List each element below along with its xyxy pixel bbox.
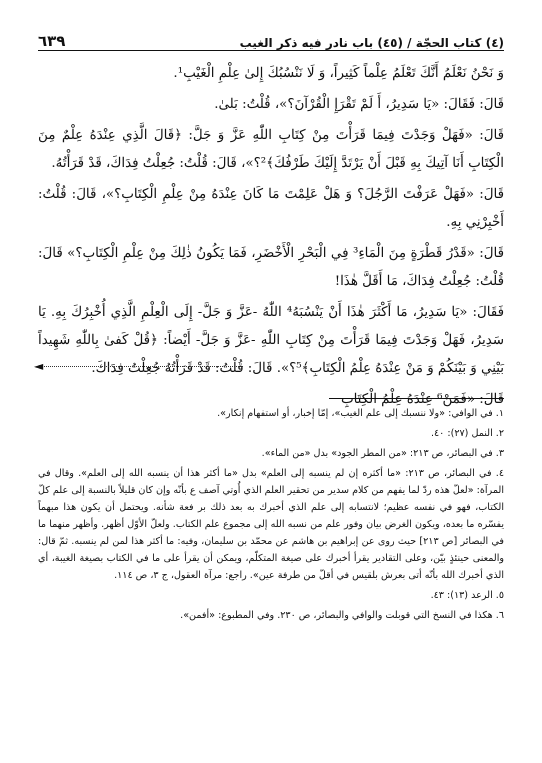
main-text [38, 60, 504, 417]
paragraph: وَ نَحْنُ نَعْلَمُ أَنَّكَ تَعْلَمُ عِلْماً كَثِيراً، وَ لَا نَنْسُبُكَ إِلىٰ عِلْمِ الْغَيْبِ¹. [173, 66, 504, 81]
footnote: ٤. في البصائر، ص ٢١٣: «ما أكثره إن لم ينسبه إلى العلم» بدل «ما أكثر هذا أن ينسبه الله إلى العلم». وقال في المرآة: «لعلّ هذه ردّ لما يفهم من كلام سدير من تحقير العلم الذي أُوتي آصف ع بأنّه وإن كان قليلاً بالنسبة إلى علم كلّ الكتاب، فهو في نفسه عظيم؛ لانتسابه إلى علم الذي أخبرك به بعد ذلك بر فعة شأنه. ويحتمل أن يكون هذا مبهماً يفسّره ما بعده، ويكون الغرض بيان وفور علم من نسبه الله إلى مجموع علم الكتاب. ولعلّ الأوّل أظهر. وأظهر منهما ما في البصائر [ص ٢١٣] حيث روى عن إبراهيم بن هاشم عن محمّد بن سليمان، وفيه: ما أكثر هذا لمن لم ينسبه. ثمّ قال: والمعنى حينئذٍ بيّن، وعلى التقادير يقرأ أخبرك على صيغة المتكلّم، ويمكن أن يقرأ على ما في الكتاب بصيغة الغيبة، أي الذي أخبرك الله بأنّه أتى بعرش بلقيس في أقلّ من طرفة عين». راجع: مرآة العقول، ج ٣، ص ١١٤. [38, 468, 504, 581]
footnote: ٢. النمل (٢٧): ٤٠. [430, 428, 504, 439]
footnote: ٣. في البصائر، ص ٢١٣: «من المطر الجود» بدل «من الماء». [261, 448, 504, 459]
paragraph: قَالَ: «فَهَلْ وَجَدْتَ فِيمَا قَرَأْتَ مِنْ كِتَابِ اللّٰهِ عَزَّ وَ جَلَّ: ﴿قَالَ الَّذِي عِنْدَهُ عِلْمٌ مِنَ الْكِتَابِ أَنَا آتِيكَ بِهِ قَبْلَ أَنْ يَرْتَدَّ إِلَيْكَ طَرْفُكَ﴾²؟»، قَالَ: قُلْتُ: جُعِلْتُ فِدَاكَ، قَدْ قَرَأْتُهُ. [38, 128, 504, 171]
page-number: ٦٣٩ [38, 32, 66, 50]
footnotes [38, 405, 504, 627]
paragraph: قَالَ: «قَدْرُ قَطْرَةٍ مِنَ الْمَاءِ³ فِي الْبَحْرِ الْأَخْضَرِ، فَمَا يَكُونُ ذٰلِكَ مِنْ عِلْمِ الْكِتَابِ؟» قَالَ: قُلْتُ: جُعِلْتُ فِدَاكَ، مَا أَقَلَّ هٰذَا! [38, 246, 504, 289]
footnote-rule [329, 398, 504, 399]
running-head: (٤) كتاب الحجّة / (٤٥) باب نادر فيه ذكر الغيب [239, 36, 504, 50]
paragraph: قَالَ: «فَهَلْ عَرَفْتَ الرَّجُلَ؟ وَ هَلْ عَلِمْتَ مَا كَانَ عِنْدَهُ مِنْ عِلْمِ الْكِتَابِ؟»، قَالَ: قُلْتُ: أَخْبِرْنِي بِهِ. [38, 187, 504, 230]
footnote: ١. في الوافي: «ولا ننسبك إلى علم الغيب»، إمّا إخبار، أو استفهام إنكار». [217, 408, 504, 419]
footnote: ٦. هكذا في النسخ التي قوبلت والوافي والبصائر، ص ٢٣٠. وفي المطبوع: «أفمن». [180, 610, 504, 621]
paragraph: قَالَ: «فَمَنْ⁶ عِنْدَهُ عِلْمُ الْكِتَابِ [341, 392, 504, 407]
continuation-dotted-line [38, 366, 243, 367]
header-rule [38, 50, 504, 51]
footnote: ٥. الرعد (١٣): ٤٣. [430, 590, 504, 601]
paragraph: فَقَالَ: «يَا سَدِيرُ، مَا أَكْثَرَ هٰذَا أَنْ يَنْسُبَهُ⁴ اللّٰهُ -عَزَّ وَ جَلَّ- إِلَى الْعِلْمِ الَّذِي أُخْبِرُكَ بِهِ. يَا سَدِيرُ، فَهَلْ وَجَدْتَ فِيمَا قَرَأْتَ مِنْ كِتَابِ اللّٰهِ -عَزَّ وَ جَلَّ- أَيْضاً: ﴿قُلْ كَفىٰ بِاللّٰهِ شَهِيداً بَيْنِي وَ بَيْنَكُمْ وَ مَنْ عِنْدَهُ عِلْمُ الْكِتَابِ﴾⁵؟». قَالَ: قُلْتُ: قَدْ قَرَأْتُهُ جُعِلْتُ فِدَاكَ. [38, 305, 504, 376]
paragraph: قَالَ: فَقَالَ: «يَا سَدِيرُ، أَ لَمْ تَقْرَإِ الْقُرْآنَ؟»، قُلْتُ: بَلىٰ. [214, 97, 504, 112]
page-header [38, 26, 504, 50]
continuation-arrow-icon: ◄ [34, 359, 44, 373]
